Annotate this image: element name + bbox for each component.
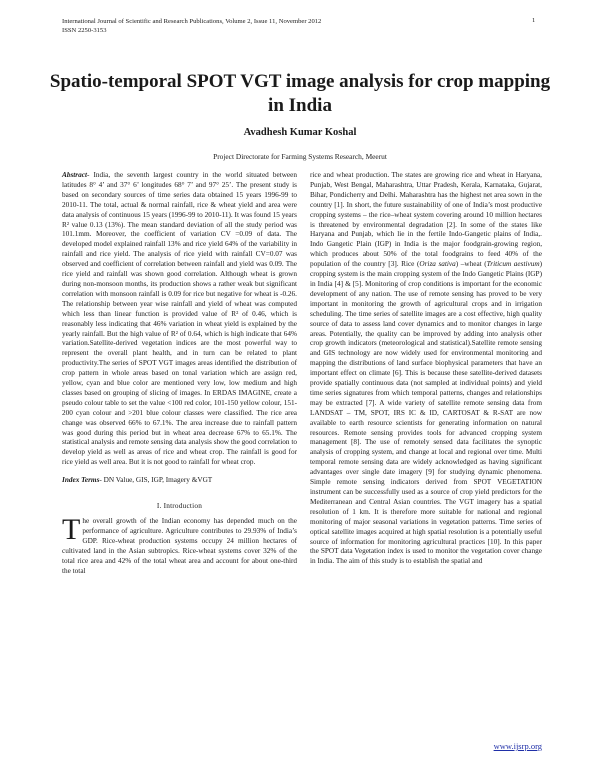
issn: ISSN 2250-3153 bbox=[62, 27, 107, 34]
body-text-2: ) –wheat ( bbox=[455, 260, 487, 269]
introduction-paragraph bbox=[62, 513, 297, 576]
left-column bbox=[62, 171, 297, 576]
section-heading: I. Introduction bbox=[156, 501, 203, 511]
index-terms-text: - DN Value, GIS, IGP, Imagery &VGT bbox=[99, 476, 213, 485]
journal-header bbox=[62, 17, 321, 35]
body-paragraph bbox=[310, 171, 542, 567]
author-affiliation: Project Directorate for Farming Systems Research, Meerut bbox=[213, 152, 387, 161]
rice-latin-name: Oriza sativa bbox=[419, 260, 456, 269]
author-name: Avadhesh Kumar Koshal bbox=[243, 127, 357, 138]
page-number: 1 bbox=[532, 17, 536, 24]
journal-name: International Journal of Scientific and Research Publications, Volume 2, Issue 11, November 2012 bbox=[62, 18, 322, 25]
journal-url-link[interactable]: www.ijsrp.org bbox=[493, 741, 542, 751]
abstract bbox=[62, 171, 297, 468]
right-column bbox=[310, 171, 542, 567]
paper-title: Spatio-temporal SPOT VGT image analysis for crop mapping in India bbox=[49, 71, 551, 116]
body-text-1: rice and wheat production. The states are growing rice and wheat in Haryana, Punjab, West Bengal, Maharashtra, Uttar Pradesh, Kerala, Karnataka, Gujarat, Bihar, Pondicherry and Delhi. Maharashtra has the highest net area sown in the country [1]. In short, the future sustainability of one of India’s most productive cropping systems – the rice–wheat system covering around 10 million hectares is threatened by environmental degradation [2]. In some of the states like Haryana and Punjab, which lie in the fertile Indo-Gangetic plains of India,. Indo Gangetic Plain (IGP) in India is the major foodgrain-growing region, which produces about 50% of the total foodgrains to feed 40% of the population of the country [3]. Rice ( bbox=[310, 171, 542, 269]
abstract-label: Abstract bbox=[62, 171, 87, 179]
drop-cap: T bbox=[62, 513, 81, 546]
body-text-3: ) cropping system is the main cropping system of the Indo Gangetic Plains (IGP) in India [4] & [5]. Monitoring of crop conditions is important for the economic development of any nation. The use of remote sensing has proved to be very important in monitoring the growth of agricultural crops and in irrigation scheduling. The time series of satellite images are a cost effective, high quality source of data to assess land cover dynamics and to monitor changes in large areas. Potentially, the quality can be improved by adding into analysis other crop growth indicators (meteorological and statistical).Satellite remote sensing and GIS technology are now widely used for environmental monitoring and mapping the distributions of land surface biophysical parameters that have an important effect on climate [6]. This is because these satellite-derived datasets provide spatially continuous data (not sampled at individual points) and yield time series signatures from which temporal patterns, changes and relationships may be extracted [7]. A wide variety of satellite remote sensing data from LANDSAT – TM, SPOT, IRS IC & ID, CARTOSAT & R-SAT are now available to earth resource scientists for generating information on natural resources. Remote sensing provides tools for advanced cropping system management [8]. The use of remotely sensed data facilitates the synoptic analysis of cropping system, and change at local and regional over time. Multi temporal remote sensing data are widely acknowledged as having significant advantages over single date imagery [9] for studying dynamic phenomena. Simple remote sensing indicators derived from SPOT VEGETATION instrument can be successfully used as a source of crop yield predictors for the Mediterranean and Central Asian countries. The VGT imagery has a spatial resolution of 1 km. It is therefore more suitable for national and regional monitoring of major seasonal variations in vegetation patterns. Time series of optical satellite images acquired at high spatial resolution is a potentially useful source of information for monitoring agricultural practices [10]. In this paper the SPOT data Vegetation index is used to monitor the vegetation cover change in India. The aim of this study is to establish the spatial and bbox=[310, 260, 542, 566]
introduction-text: he overall growth of the Indian economy has depended much on the performance of agriculture. Agriculture contributes to 29.93% of India’s GDP. Rice-wheat production systems occupy 24 million hectares of cultivated land in the Asian subtropics. Rice-wheat systems cover 32% of the total rice area and 42% of the total wheat area and account for about one-third the total bbox=[62, 517, 297, 575]
wheat-latin-name: Triticum aestivum bbox=[486, 260, 540, 269]
abstract-text: - India, the seventh largest country in the world situated between latitudes 8° 4’ and 37° 6’ longitudes 68° 7’ and 97° 25’. The present study is based on secondary sources of time series data obtained 15 years 1996-99 to 2010-11. The total, actual & normal rainfall, rice & wheat yield and area were data analysis of continuous 15 years (1996-99 to 2010-11). It was found 15 years R² value 0.13 (13%). The mean standard deviation of all the study period was 101.1mm. Moreover, the coefficient of variation CV =0.09 of data. The developed model explained rainfall 13% and rice yield 64% of the variability in rainfall and rice yield. The analysis of rice yield with rainfall CV=0.07 was observed and coefficient of correlation between rainfall and yield was 0.09. The rice yield and rainfall was shown good correlation. Although wheat is grown during non-monsoon months, its production shows a rather weak but significant correlation with monsoon rainfall is 0.09 for rice but negative for wheat is -0.26. The relationship between year wise rainfall and yield of wheat was computed which less than linear function is provided value of R² of 0.46, which is reasonably less indicating that 46% variation in wheat yield is explained by the yearly rainfall. But the high value of R² of 0.64, which is high indicate that 64% variation.Satellite-derived vegetation indices are the most powerful way to represent the overall plant health, and in turn can be related to plant productivity.The series of SPOT VGT images areas identified the distribution of crop pattern in whole areas based on tonal variation which are assign red, yellow, cyan and blue color are mentioned very low, low medium and high classes based on grouping of slicing of images. In ERDAS IMAGINE, create a pseudo colour table to set the value <100 red color, 101-150 yellow colour, 151-200 cyan colour and >201 blue colour classes were classified. The rice area change was observed 66% to 67.1%. The area increase due to rainfall pattern was good during this period but in wheat area decrease 67% to 65.1%. The statistical analysis and remote sensing data analysis show the good correlation to develop yield as well as areas of rice and wheat crop. The rainfall is good for rice yield as well area. But it is not good to rainfall for wheat crop. bbox=[62, 171, 297, 467]
index-terms bbox=[62, 476, 297, 486]
index-terms-label: Index Terms bbox=[62, 476, 100, 485]
